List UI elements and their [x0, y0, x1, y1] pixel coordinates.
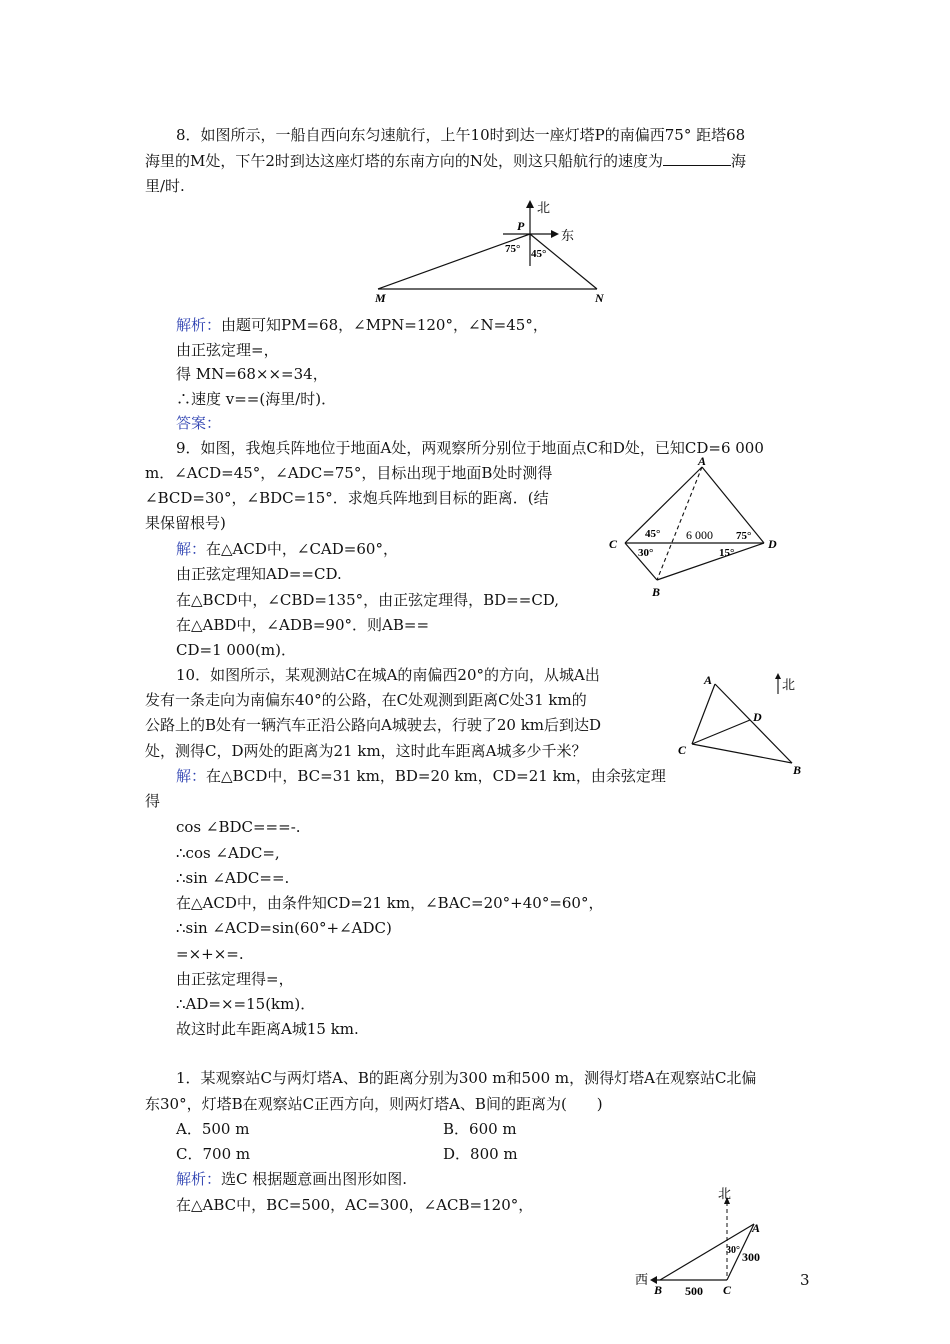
point-p: P: [517, 219, 525, 233]
q10-solution-6: 在△ACD中，由条件知CD=21 km，∠BAC=20°+40°=60°，: [176, 894, 604, 912]
q8-line1: 8．如图所示，一船自西向东匀速航行，上午10时到达一座灯塔P的南偏西75° 距塔68: [176, 126, 746, 144]
q10-solution-9: 由正弦定理得=，: [176, 970, 294, 988]
point-c: C: [723, 1283, 732, 1297]
option-b: B．600 m: [443, 1120, 517, 1138]
q9-line1: 9．如图，我炮兵阵地位于地面A处，两观察所分别位于地面点C和D处，已知CD=6 000: [176, 439, 764, 457]
point-c: C: [678, 743, 687, 757]
north-label: 北: [782, 677, 796, 692]
angle-30: 30°: [638, 547, 654, 559]
q10-solution-8: =×+×=.: [176, 945, 244, 963]
solution-text: 选C 根据题意画出图形如图.: [221, 1170, 408, 1188]
label-300: 300: [742, 1250, 760, 1264]
point-c: C: [609, 537, 618, 551]
page-number: 3: [800, 1271, 810, 1289]
p1-solution-1: [176, 1168, 407, 1190]
point-d: D: [753, 710, 762, 724]
option-a: A．500 m: [176, 1120, 250, 1138]
point-n: N: [595, 291, 604, 305]
q8-line2: [145, 150, 746, 172]
point-a: A: [698, 455, 707, 468]
q10-line4: 处，测得C，D两处的距离为21 km，这时此车距离A城多少千米？: [145, 742, 587, 760]
q10-solution-4: ∴cos ∠ADC=,: [176, 844, 280, 862]
angle-45: 45°: [531, 248, 547, 260]
q8-solution-3: 得 MN=68××=34，: [176, 365, 328, 383]
q8-answer-label: 答案：: [176, 414, 222, 432]
east-label: 东: [561, 228, 575, 243]
q10-figure: [670, 670, 810, 780]
seg-db: [657, 543, 764, 580]
west-label: 西: [635, 1272, 649, 1287]
q9-solution-2: 由正弦定理知AD==CD.: [176, 565, 342, 583]
p1-figure: [632, 1186, 782, 1298]
p1-solution-2: 在△ABC中，BC=500，AC=300，∠ACB=120°，: [176, 1196, 534, 1214]
p1-line1: 1．某观察站C与两灯塔A、B的距离分别为300 m和500 m，测得灯塔A在观察站C北偏: [176, 1069, 757, 1087]
q10-solution-2: 得: [145, 792, 161, 810]
q8-figure: [365, 196, 625, 308]
q9-solution-1: [176, 538, 398, 560]
solution-text: 由题可知PM=68，∠MPN=120°，∠N=45°，: [221, 316, 548, 334]
north-arrow: [775, 673, 781, 679]
q10-solution-7: ∴sin ∠ACD=sin(60°+∠ADC): [176, 919, 392, 937]
q8-solution-4: ∴速度 v==(海里/时)．: [176, 390, 337, 408]
point-m: M: [375, 291, 386, 305]
q9-solution-5: CD=1 000(m)．: [176, 641, 296, 659]
q10-solution-10: ∴AD=×=15(km)．: [176, 995, 316, 1013]
q10-solution-11: 故这时此车距离A城15 km.: [176, 1020, 359, 1038]
q10-solution-3: cos ∠BDC===-.: [176, 818, 301, 836]
angle-45: 45°: [645, 528, 661, 540]
solution-label: 解析：: [176, 316, 222, 334]
seg-cd: [692, 720, 750, 744]
point-a: A: [752, 1221, 761, 1235]
solution-text: 在△ACD中，∠CAD=60°，: [206, 540, 398, 558]
option-c: C．700 m: [176, 1145, 251, 1163]
q10-solution-1: [176, 765, 666, 787]
distance-6000: 6 000: [686, 528, 713, 542]
option-d: D．800 m: [443, 1145, 518, 1163]
point-a: A: [704, 673, 713, 687]
q8-line2-text: 海里的M处，下午2时到达这座灯塔的东南方向的N处，则这只船航行的速度为: [145, 152, 664, 170]
solution-label: 解：: [176, 767, 207, 785]
q9-line3: ∠BCD=30°，∠BDC=15°．求炮兵阵地到目标的距离．(结: [145, 489, 549, 507]
q8-solution-1: [176, 314, 548, 336]
q9-solution-3: 在△BCD中，∠CBD=135°，由正弦定理得，BD==CD,: [176, 591, 560, 609]
q9-figure: [600, 455, 790, 605]
solution-text: 在△BCD中，BC=31 km，BD=20 km，CD=21 km，由余弦定理: [206, 767, 666, 785]
q9-line2: m．∠ACD=45°，∠ADC=75°，目标出现于地面B处时测得: [145, 464, 553, 482]
angle-75: 75°: [736, 530, 752, 542]
seg-ac: [692, 684, 715, 744]
q8-solution-2: 由正弦定理=，: [176, 341, 279, 359]
p1-line2: 东30°，灯塔B在观察站C正西方向，则两灯塔A、B间的距离为( ): [145, 1095, 603, 1113]
q8-line2-tail: 海: [731, 152, 747, 170]
answer-blank: [663, 151, 731, 166]
east-arrow: [551, 230, 559, 238]
angle-30: 30°: [726, 1245, 740, 1256]
north-label: 北: [718, 1186, 732, 1201]
q10-solution-5: ∴sin ∠ADC==.: [176, 869, 290, 887]
solution-label: 解：: [176, 540, 207, 558]
angle-15: 15°: [719, 547, 735, 559]
q10-line3: 公路上的B处有一辆汽车正沿公路向A城驶去，行驶了20 km后到达D: [145, 716, 602, 734]
q9-solution-4: 在△ABD中，∠ADB=90°．则AB==: [176, 616, 430, 634]
q10-line2: 发有一条走向为南偏东40°的公路，在C处观测到距离C处31 km的: [145, 691, 587, 709]
solution-label: 解析：: [176, 1170, 222, 1188]
seg-ab: [657, 467, 702, 580]
point-d: D: [768, 537, 777, 551]
q8-line3: 里/时.: [145, 177, 185, 195]
north-label: 北: [537, 200, 551, 215]
angle-75: 75°: [505, 243, 521, 255]
point-b: B: [793, 763, 802, 777]
q10-line1: 10．如图所示，某观测站C在城A的南偏西20°的方向，从城A出: [176, 666, 600, 684]
point-b: B: [652, 585, 661, 599]
label-500: 500: [685, 1284, 703, 1298]
north-arrow: [526, 200, 534, 208]
q9-line4: 果保留根号): [145, 514, 226, 532]
point-b: B: [654, 1283, 663, 1297]
